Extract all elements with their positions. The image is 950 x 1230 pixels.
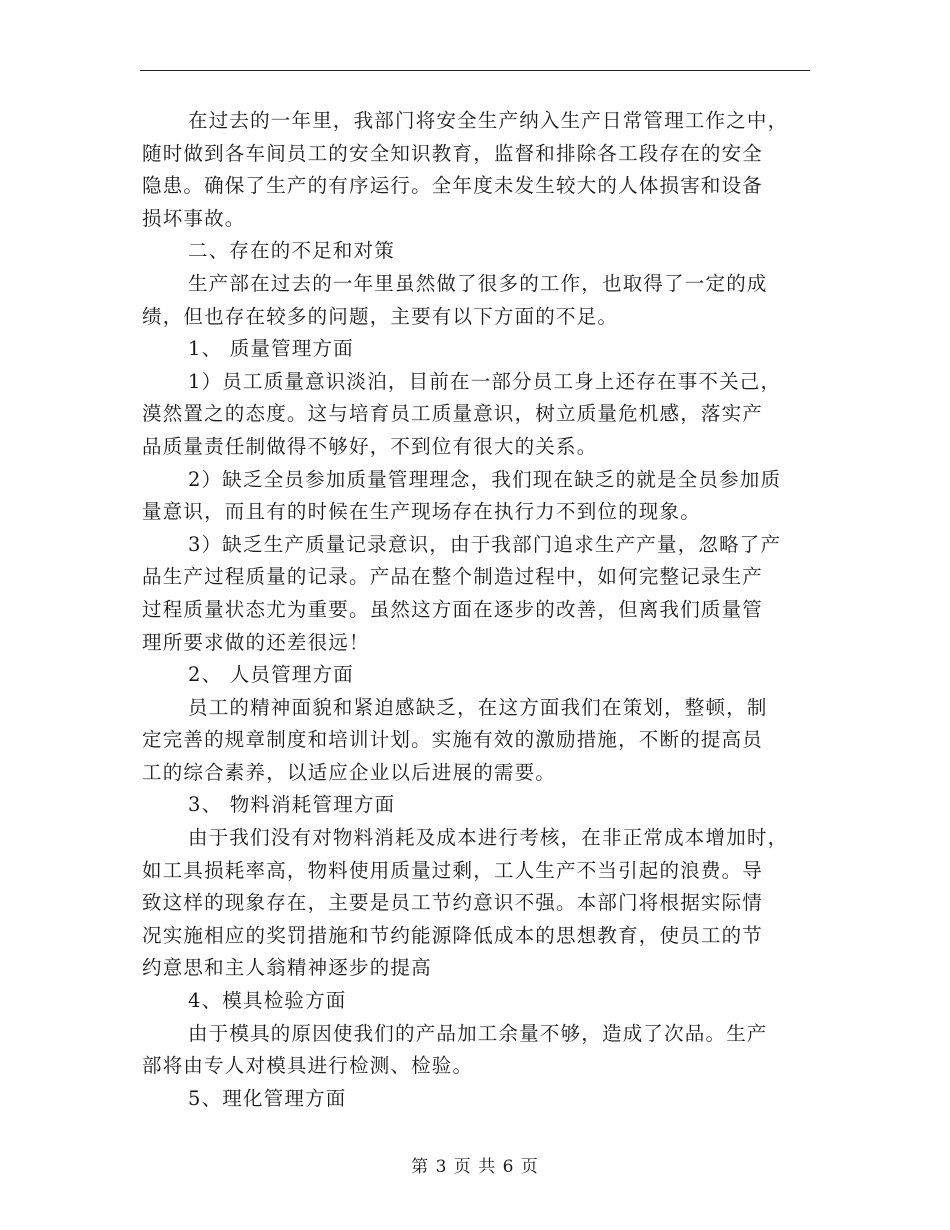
paragraph-line: 2）缺乏全员参加质量管理理念，我们现在缺乏的就是全员参加质 xyxy=(188,467,782,491)
paragraph-line: 工的综合素养，以适应企业以后进展的需要。 xyxy=(142,760,557,784)
paragraph-line: 定完善的规章制度和培训计划。实施有效的激励措施，不断的提高员 xyxy=(142,728,764,752)
paragraph-line: 绩，但也存在较多的问题，主要有以下方面的不足。 xyxy=(142,304,619,328)
paragraph-line: 生产部在过去的一年里虽然做了很多的工作，也取得了一定的成 xyxy=(188,271,768,295)
subsection-heading: 2、 人员管理方面 xyxy=(188,663,354,687)
paragraph-line: 损坏事故。 xyxy=(142,206,246,230)
subsection-heading: 3、 物料消耗管理方面 xyxy=(188,793,396,817)
paragraph-line: 如工具损耗率高，物料使用质量过剩，工人生产不当引起的浪费。导 xyxy=(142,858,764,882)
paragraph-line: 部将由专人对模具进行检测、检验。 xyxy=(142,1054,474,1078)
paragraph-line: 过程质量状态尤为重要。虽然这方面在逐步的改善，但离我们质量管 xyxy=(142,597,764,621)
paragraph-line: 况实施相应的奖罚措施和节约能源降低成本的思想教育，使员工的节 xyxy=(142,923,764,947)
subsection-heading: 1、 质量管理方面 xyxy=(188,337,354,361)
subsection-heading: 5、理化管理方面 xyxy=(188,1086,347,1110)
paragraph-line: 隐患。确保了生产的有序运行。全年度未发生较大的人体损害和设备 xyxy=(142,174,764,198)
paragraph-line: 品质量责任制做得不够好，不到位有很大的关系。 xyxy=(142,434,598,458)
page-footer xyxy=(0,1152,950,1177)
document-body xyxy=(142,105,814,1115)
paragraph-line: 量意识，而且有的时候在生产现场存在执行力不到位的现象。 xyxy=(142,500,701,524)
paragraph-line: 随时做到各车间员工的安全知识教育，监督和排除各工段存在的安全 xyxy=(142,141,764,165)
section-heading: 二、存在的不足和对策 xyxy=(188,239,396,263)
paragraph-line: 由于模具的原因使我们的产品加工余量不够，造成了次品。生产 xyxy=(188,1021,768,1045)
paragraph-line: 致这样的现象存在，主要是员工节约意识不强。本部门将根据实际情 xyxy=(142,891,764,915)
paragraph-line: 由于我们没有对物料消耗及成本进行考核，在非正常成本增加时， xyxy=(188,826,789,850)
paragraph-line: 约意思和主人翁精神逐步的提高 xyxy=(142,956,432,980)
paragraph-line: 1）员工质量意识淡泊，目前在一部分员工身上还存在事不关己， xyxy=(188,369,782,393)
paragraph-line: 3）缺乏生产质量记录意识，由于我部门追求生产产量，忽略了产 xyxy=(188,532,782,556)
paragraph-line: 在过去的一年里，我部门将安全生产纳入生产日常管理工作之中， xyxy=(188,109,789,132)
header-rule xyxy=(140,70,810,71)
paragraph-line: 理所要求做的还差很远！ xyxy=(142,630,370,654)
page-number: 第 3 页 共 6 页 xyxy=(411,1157,539,1177)
paragraph-line: 品生产过程质量的记录。产品在整个制造过程中，如何完整记录生产 xyxy=(142,565,764,589)
paragraph-line: 漠然置之的态度。这与培育员工质量意识，树立质量危机感，落实产 xyxy=(142,402,764,426)
subsection-heading: 4、模具检验方面 xyxy=(188,989,347,1013)
paragraph-line: 员工的精神面貌和紧迫感缺乏，在这方面我们在策划，整顿，制 xyxy=(188,695,768,719)
